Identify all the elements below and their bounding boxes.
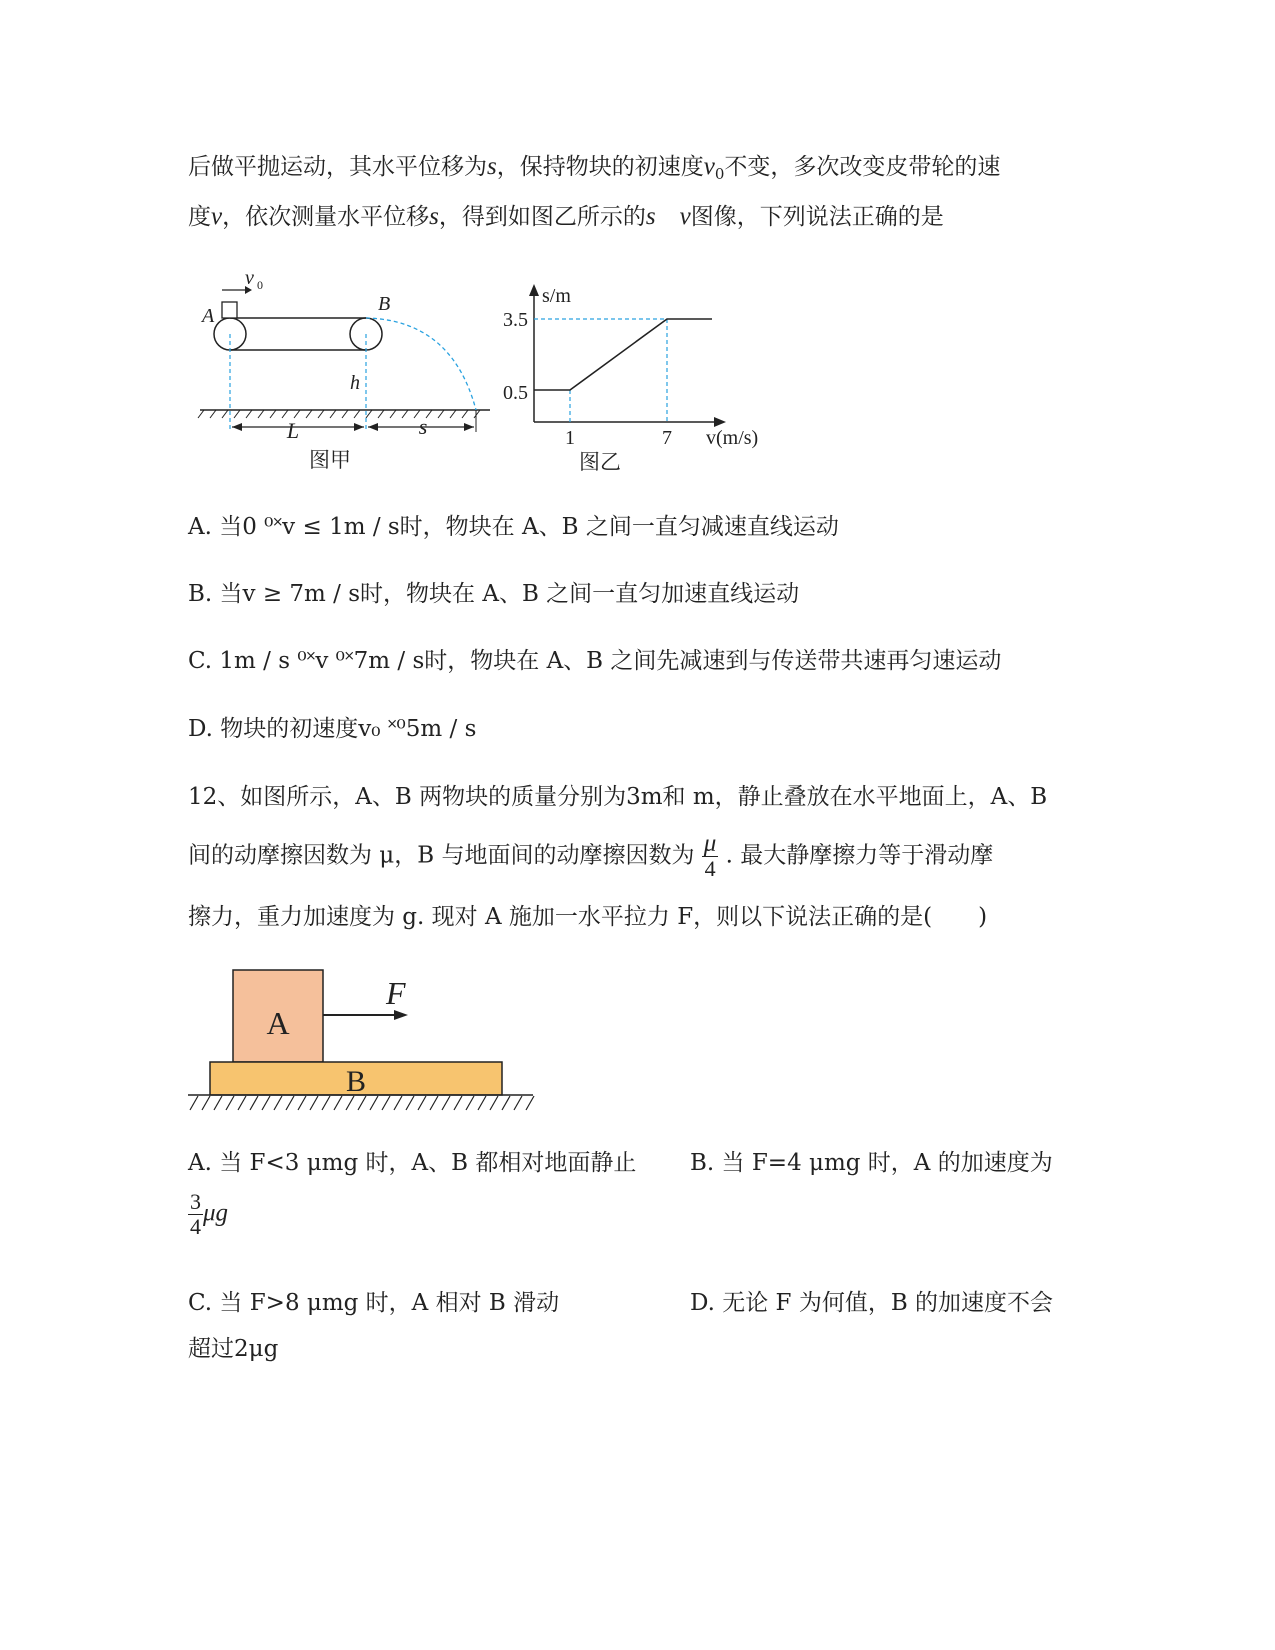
force-label: F (386, 975, 406, 1011)
label-A: A (202, 305, 215, 327)
caption-a: 图甲 (309, 448, 351, 472)
intro-line-1: 后做平抛运动，其水平位移为s，保持物块的初速度$v_0$不变，多次改变皮带轮的速 (188, 153, 1001, 183)
q12-option-d: D. 无论 F 为何值，B 的加速度不会 (690, 1290, 1054, 1316)
x-tick-7: 7 (662, 427, 672, 449)
label-L: L (286, 418, 300, 443)
y-tick-0-5: 0.5 (503, 382, 528, 404)
three-fourths-fraction: $\frac{3}{4}$ (190, 1189, 201, 1239)
q12-option-d-tail: 超过2μg (188, 1336, 279, 1362)
block-b-label: B (345, 1065, 367, 1098)
label-h: h (350, 372, 360, 394)
label-s: s (418, 414, 428, 439)
q12-option-c: C. 当 F>8 μmg 时，A 相对 B 滑动 (188, 1290, 560, 1316)
q11-option-d: D. 物块的初速度v₀ ˟⁰5m / s (188, 716, 477, 742)
q12-option-b: B. 当 F=4 μmg 时，A 的加速度为 (690, 1150, 1053, 1176)
block-a-label: A (266, 1005, 290, 1041)
x-tick-1: 1 (565, 427, 575, 449)
caption-b: 图乙 (579, 450, 621, 474)
v0-label: v (245, 272, 254, 289)
q12-option-a: A. 当 F<3 μmg 时，A、B 都相对地面静止 (188, 1150, 637, 1176)
y-axis-label: s/m (542, 285, 571, 307)
y-tick-3-5: 3.5 (503, 309, 528, 331)
figure-conveyor-and-graph (190, 272, 810, 494)
label-B: B (378, 293, 391, 315)
q11-option-b: B. 当v ≥ 7m / s时，物块在 A、B 之间一直匀加速直线运动 (188, 581, 800, 607)
q12-line-1: 12、如图所示，A、B 两物块的质量分别为3m和 m，静止叠放在水平地面上，A、B (188, 784, 1048, 810)
x-axis-label: v(m/s) (706, 427, 759, 449)
intro-line-2: 度v，依次测量水平位移s，得到如图乙所示的s v图像，下列说法正确的是 (188, 203, 944, 230)
figure-blocks (188, 960, 548, 1140)
q12-line-2: 间的动摩擦因数为 μ，B 与地面间的动摩擦因数为 $\frac{\mu}{4}$ . 最大静摩擦力等于滑动摩 (188, 830, 994, 881)
q12-option-b-value: $\frac{3}{4}$ μg (190, 1189, 229, 1239)
q11-option-a: A. 当0 ⁰˟v ≤ 1m / s时，物块在 A、B 之间一直匀减速直线运动 (188, 514, 839, 540)
mu-over-4-fraction: $\frac{\mu}{4}$ (703, 830, 717, 881)
q12-line-3: 擦力，重力加速度为 g. 现对 A 施加一水平拉力 F，则以下说法正确的是( ) (188, 904, 988, 930)
v0-sub-label: 0 (257, 278, 263, 292)
q11-option-c: C. 1m / s ⁰˟v ⁰˟7m / s时，物块在 A、B 之间先减速到与传送带共速再匀速运动 (188, 648, 1002, 674)
